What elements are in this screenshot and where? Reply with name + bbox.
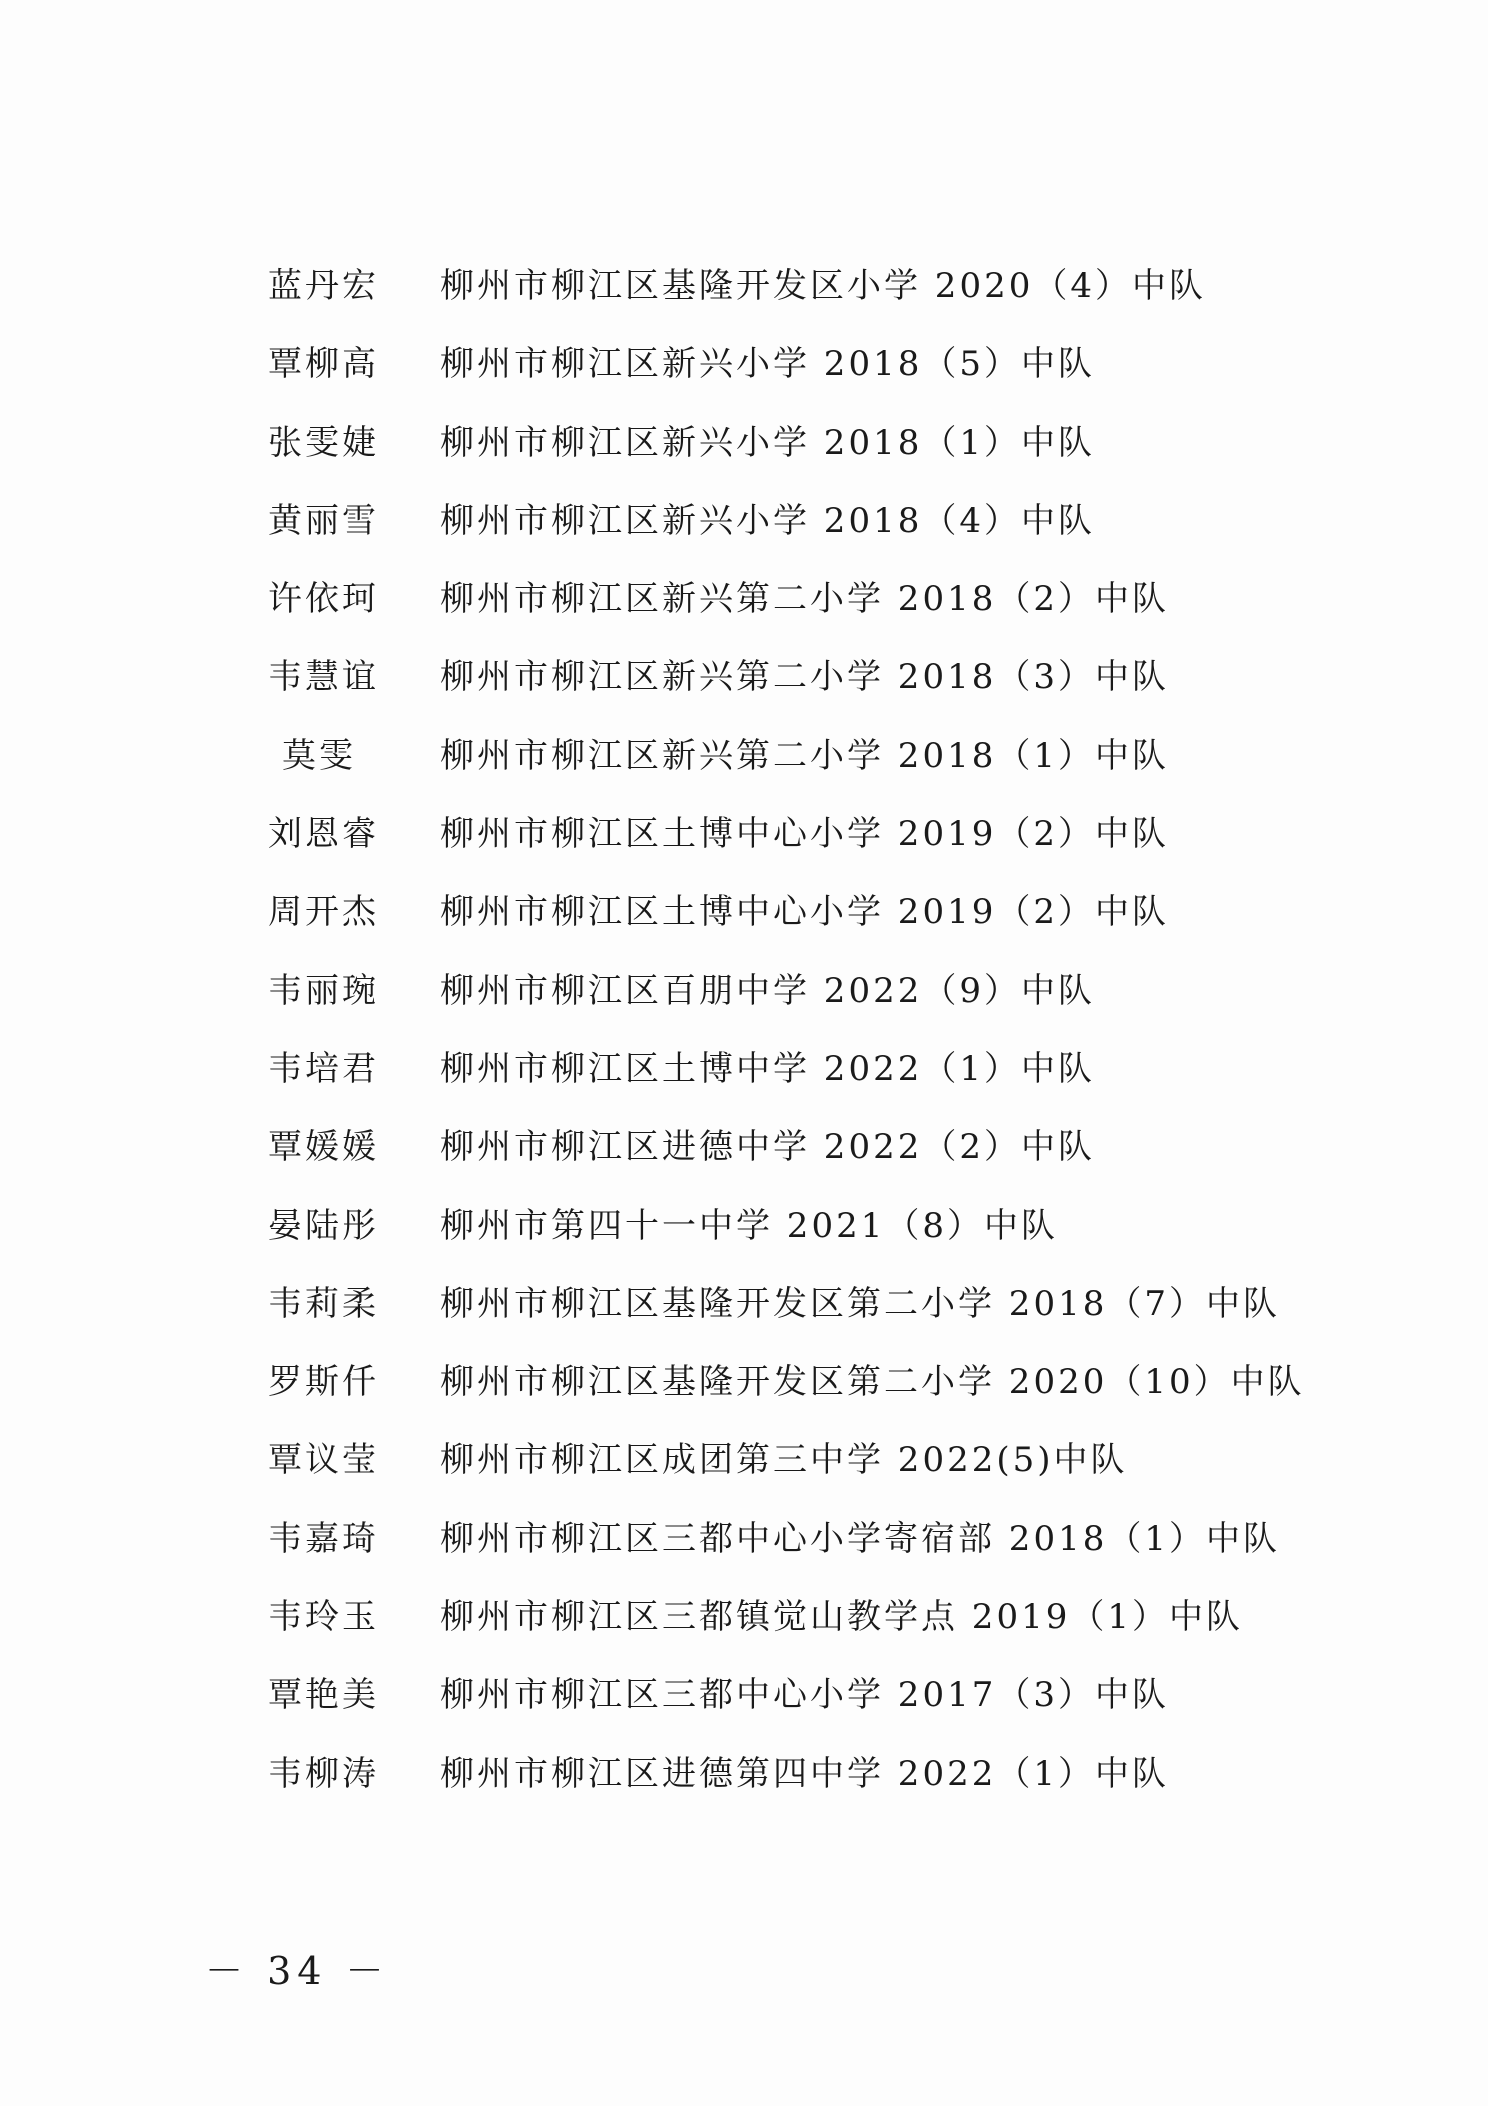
student-name: 覃议莹 (268, 1440, 379, 1481)
list-item (0, 794, 1488, 872)
squad-unit: 柳州市柳江区新兴小学 2018（1）中队 (440, 422, 1095, 463)
list-item (0, 872, 1488, 950)
student-name: 黄丽雪 (268, 500, 379, 541)
student-name: 刘恩睿 (268, 814, 379, 855)
squad-unit: 柳州市第四十一中学 2021（8）中队 (440, 1205, 1058, 1246)
squad-unit: 柳州市柳江区百朋中学 2022（9）中队 (440, 970, 1095, 1011)
squad-unit: 柳州市柳江区三都中心小学 2017（3）中队 (440, 1675, 1169, 1716)
student-name: 蓝丹宏 (268, 266, 379, 306)
squad-unit: 柳州市柳江区基隆开发区第二小学 2020（10）中队 (440, 1362, 1305, 1403)
student-name: 莫雯 (282, 735, 356, 776)
list-item (0, 637, 1488, 715)
squad-unit: 柳州市柳江区新兴小学 2018（5）中队 (440, 344, 1095, 385)
squad-unit: 柳州市柳江区新兴小学 2018（4）中队 (440, 500, 1095, 541)
student-name: 覃媛媛 (268, 1127, 379, 1168)
list-item (0, 1655, 1488, 1733)
list-item (0, 559, 1488, 637)
squad-unit: 柳州市柳江区新兴第二小学 2018（2）中队 (440, 579, 1169, 620)
list-item (0, 1734, 1488, 1812)
student-name: 张雯婕 (268, 422, 379, 463)
squad-unit: 柳州市柳江区三都镇觉山教学点 2019（1）中队 (440, 1597, 1243, 1638)
squad-unit: 柳州市柳江区进德第四中学 2022（1）中队 (440, 1753, 1169, 1794)
list-item (0, 1264, 1488, 1342)
student-name: 韦柳涛 (268, 1753, 379, 1794)
list-item (0, 1342, 1488, 1420)
squad-unit: 柳州市柳江区土博中心小学 2019（2）中队 (440, 814, 1169, 855)
student-name: 韦莉柔 (268, 1283, 379, 1324)
list-item (0, 1420, 1488, 1498)
honor-list (0, 246, 1488, 1812)
list-item (0, 1029, 1488, 1107)
list-item (0, 1107, 1488, 1185)
squad-unit: 柳州市柳江区土博中心小学 2019（2）中队 (440, 892, 1169, 933)
student-name: 覃艳美 (268, 1675, 379, 1716)
student-name: 韦慧谊 (268, 657, 379, 698)
list-item (0, 403, 1488, 481)
student-name: 韦培君 (268, 1048, 379, 1089)
squad-unit: 柳州市柳江区进德中学 2022（2）中队 (440, 1127, 1095, 1168)
squad-unit: 柳州市柳江区新兴第二小学 2018（3）中队 (440, 657, 1169, 698)
student-name: 韦玲玉 (268, 1597, 379, 1638)
student-name: 周开杰 (268, 892, 379, 933)
list-item (0, 246, 1488, 324)
squad-unit: 柳州市柳江区土博中学 2022（1）中队 (440, 1048, 1095, 1089)
list-item (0, 716, 1488, 794)
student-name: 罗斯仟 (268, 1362, 379, 1403)
student-name: 韦嘉琦 (268, 1518, 379, 1559)
student-name: 覃柳高 (268, 344, 379, 385)
student-name: 许依珂 (268, 579, 379, 620)
squad-unit: 柳州市柳江区成团第三中学 2022(5)中队 (440, 1440, 1128, 1481)
squad-unit: 柳州市柳江区基隆开发区小学 2020（4）中队 (440, 266, 1206, 306)
list-item (0, 1577, 1488, 1655)
list-item (0, 481, 1488, 559)
student-name: 晏陆彤 (268, 1205, 379, 1246)
squad-unit: 柳州市柳江区基隆开发区第二小学 2018（7）中队 (440, 1283, 1280, 1324)
list-item (0, 324, 1488, 402)
list-item (0, 1499, 1488, 1577)
list-item (0, 951, 1488, 1029)
page-number: － 34 － (205, 1949, 390, 1993)
squad-unit: 柳州市柳江区三都中心小学寄宿部 2018（1）中队 (440, 1518, 1280, 1559)
squad-unit: 柳州市柳江区新兴第二小学 2018（1）中队 (440, 735, 1169, 776)
student-name: 韦丽琬 (268, 970, 379, 1011)
list-item (0, 1186, 1488, 1264)
